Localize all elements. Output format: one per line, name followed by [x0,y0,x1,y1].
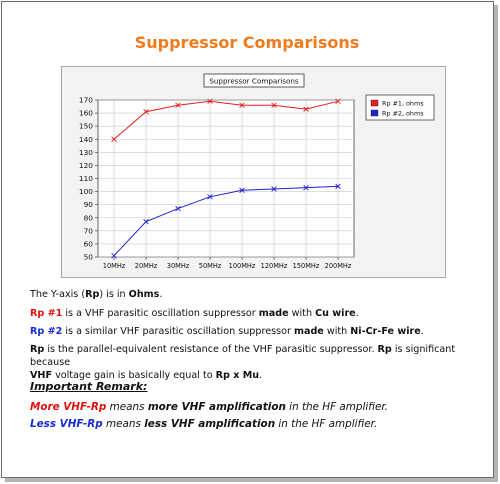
y-tick-label: 100 [78,187,93,197]
y-tick-label: 140 [78,134,93,144]
remark-heading: Important Remark: [30,380,148,393]
x-tick-label: 100MHz [228,262,256,270]
legend-label: Rp #1, ohms [382,99,424,108]
y-tick-label: 80 [83,213,93,223]
remark-less: Less VHF-Rp means less VHF amplification in the HF amplifier. [30,418,378,430]
x-tick-label: 50MHz [198,262,222,270]
page-title: Suppressor Comparisons [134,33,360,52]
y-tick-label: 120 [78,160,93,170]
y-tick-label: 70 [83,226,93,236]
remark-more: More VHF-Rp means more VHF amplification in the HF amplifier. [30,401,388,413]
y-tick-label: 90 [83,200,93,210]
legend-swatch [371,110,378,116]
legend-swatch [371,100,378,106]
y-tick-label: 150 [78,121,93,131]
x-tick-label: 200MHz [324,262,352,270]
x-tick-label: 30MHz [166,262,190,270]
y-tick-label: 160 [78,108,93,118]
y-tick-label: 170 [78,95,93,105]
y-tick-label: 50 [83,252,93,262]
legend-label: Rp #2, ohms [382,109,424,118]
chart-legend [366,95,434,120]
x-tick-label: 20MHz [134,262,158,270]
x-tick-label: 120MHz [260,262,288,270]
line-chart [62,67,445,277]
y-tick-label: 110 [78,174,93,183]
chart-panel [61,66,446,278]
rp-definition: Rp is the parallel-equivalent resistance of the VHF parasitic suppressor. Rp is significant because VHF voltage gain is basically equal to Rp x Mu. [30,344,456,381]
y-tick-label: 60 [83,239,93,249]
yaxis-note: The Y-axis (Rp) is in Ohms. [30,289,163,300]
rp2-note: Rp #2 is a similar VHF parasitic oscillation suppressor made with Ni-Cr-Fe wire. [30,326,424,337]
chart-grid [98,100,354,257]
y-tick-label: 130 [78,147,93,157]
x-tick-label: 10MHz [102,262,126,270]
chart-title: Suppressor Comparisons [209,76,299,86]
rp1-note: Rp #1 is a VHF parasitic oscillation suppressor made with Cu wire. [30,308,359,319]
x-tick-label: 150MHz [292,262,320,270]
